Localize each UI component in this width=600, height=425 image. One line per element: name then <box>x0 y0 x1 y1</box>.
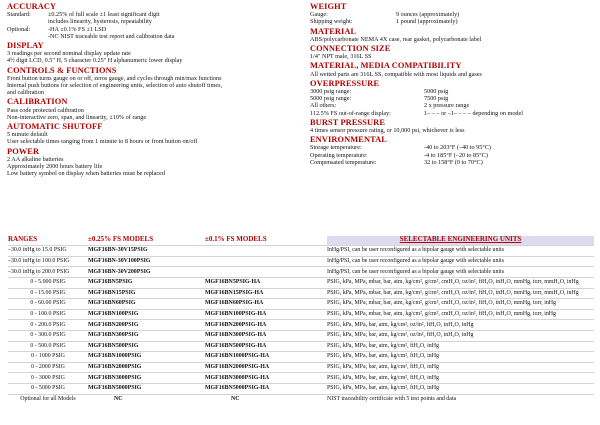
material-line-1: ABS/polycarbonate NEMA 4X case, rear gasket, polycarbonate label <box>310 35 482 43</box>
table-row <box>8 330 594 341</box>
shutoff-line-2: User selectable times ranging from 1 minute to 8 hours or front button on/off <box>7 138 198 146</box>
model-025-cell: MGF16BN-30V100PSIG <box>88 256 205 267</box>
model-01-cell: MGF16BN100PSIG-HA <box>205 309 327 320</box>
display-line-1: 3 readings per second nominal display update rate <box>7 50 131 58</box>
range-cell: 0 - 100.0 PSIG <box>8 309 88 320</box>
table-row <box>8 246 594 257</box>
range-cell: –30.0 inHg to 100.0 PSIG <box>8 256 88 267</box>
calibration-line-2: Non-interactive zero, span, and linearity, ±10% of range <box>7 113 147 121</box>
weight-section <box>310 2 595 26</box>
table-row <box>8 341 594 352</box>
range-cell: 0 - 5000 PSIG <box>8 383 88 394</box>
power-line-3: Low battery symbol on display when batteries must be replaced <box>7 170 165 178</box>
power-section <box>7 147 303 178</box>
overpressure-r1-value: 5000 psig <box>424 88 449 96</box>
model-01-cell <box>205 267 327 278</box>
range-cell: 0 - 5.000 PSIG <box>8 277 88 288</box>
table-row <box>8 309 594 320</box>
units-cell: PSIG, kPa, MPa, mbar, bar, atm, kg/cm², g/cm², cmH₂O, oz/in², ftH₂O, inH₂O, mmHg, torr, mmH₂O, inHg <box>327 288 594 299</box>
display-heading: DISPLAY <box>7 41 44 51</box>
range-cell: 0 - 15.00 PSIG <box>8 288 88 299</box>
header-engineering-units: SELECTABLE ENGINEERING UNITS <box>327 236 594 246</box>
range-cell: 0 - 300.0 PSIG <box>8 330 88 341</box>
overpressure-r3-label: All others: <box>310 102 337 110</box>
weight-gauge-label: Gauge: <box>310 11 328 19</box>
accuracy-optional-label: Optional: <box>7 25 31 33</box>
burst-section <box>310 118 595 134</box>
weight-gauge-value: 9 ounces (approximately) <box>396 11 460 19</box>
model-025-cell: MGF16BN100PSIG <box>88 309 205 320</box>
units-cell: PSIG, kPa, MPa, bar, atm, kg/cm², ftH₂O, inHg <box>327 341 594 352</box>
material-heading: MATERIAL <box>310 26 357 36</box>
model-025-cell: MGF16BN-30V15PSIG <box>88 246 205 257</box>
model-01-cell: MGF16BN200PSIG-HA <box>205 320 327 331</box>
weight-ship-label: Shipping weight: <box>310 18 353 26</box>
controls-line-2: Internal push buttons for selection of engineering units, selection of auto shutoff times, <box>7 82 223 90</box>
model-025-cell: MGF16BN500PSIG <box>88 341 205 352</box>
model-025-cell: MGF16BN15PSIG <box>88 288 205 299</box>
table-row <box>8 288 594 299</box>
controls-line-3: and calibration <box>7 89 44 97</box>
power-line-1: 2 AA alkaline batteries <box>7 155 64 163</box>
table-row <box>8 299 594 310</box>
table-row <box>8 267 594 278</box>
model-025-cell: MGF16BN3000PSIG <box>88 373 205 384</box>
header-025-models: ±0.25% FS MODELS <box>88 235 154 243</box>
calibration-heading: CALIBRATION <box>7 97 68 107</box>
header-01-models: ±0.1% FS MODELS <box>205 235 267 243</box>
connection-heading: CONNECTION SIZE <box>310 44 391 54</box>
model-025-cell: MGF16BN60PSIG <box>88 299 205 310</box>
table-row <box>8 320 594 331</box>
shutoff-line-1: 5 minute default <box>7 131 48 139</box>
range-cell: 0 - 2000 PSIG <box>8 362 88 373</box>
footer-units-cell: NIST traceability certificate with 5 test points and data <box>327 395 457 402</box>
units-cell: PSIG, kPa, MPa, bar, atm, kg/cm², ftH₂O, inHg <box>327 352 594 363</box>
model-025-cell: MGF16BN5000PSIG <box>88 383 205 394</box>
model-01-cell: MGF16BN5PSIG-HA <box>205 277 327 288</box>
range-cell: 0 - 3000 PSIG <box>8 373 88 384</box>
table-row <box>8 277 594 288</box>
controls-heading: CONTROLS & FUNCTIONS <box>7 65 117 75</box>
environmental-e1-value: -40 to 203°F (–40 to 95°C) <box>424 144 491 152</box>
model-01-cell: MGF16BN60PSIG-HA <box>205 299 327 310</box>
overpressure-r3-value: 2 x pressure range <box>424 102 470 110</box>
environmental-e2-value: -4 to 185°F (–20 to 85°C) <box>424 151 488 159</box>
compat-heading: MATERIAL, MEDIA COMPATIBILITY <box>310 61 462 71</box>
environmental-e2-label: Operating temperature: <box>310 151 368 159</box>
table-row <box>8 362 594 373</box>
model-025-cell: MGF16BN300PSIG <box>88 330 205 341</box>
controls-section <box>7 66 303 97</box>
model-01-cell: MGF16BN500PSIG-HA <box>205 341 327 352</box>
environmental-e1-label: Storage temperature: <box>310 144 362 152</box>
environmental-section <box>310 135 595 166</box>
table-row <box>8 373 594 384</box>
shutoff-section <box>7 122 303 146</box>
environmental-e3-label: Compensated temperature: <box>310 158 377 166</box>
overpressure-r2-label: 5000 psig range: <box>310 95 352 103</box>
environmental-heading: ENVIRONMENTAL <box>310 135 387 145</box>
model-01-cell: MGF16BN1000PSIG-HA <box>205 352 327 363</box>
units-cell: PSIG, kPa, MPa, mbar, bar, atm, kg/cm², g/cm², cmH₂O, oz/in², ftH₂O, inH₂O, mmHg, torr, mmH₂O, inHg <box>327 277 594 288</box>
footer-model-01-cell: NC <box>231 395 240 402</box>
table-row <box>8 256 594 267</box>
units-cell: PSIG, kPa, MPa, bar, atm, kg/cm², ftH₂O, inHg <box>327 373 594 384</box>
calibration-line-1: Pass code protected calibration <box>7 106 84 114</box>
accuracy-standard-label: Standard: <box>7 11 31 19</box>
right-spec-column <box>310 2 595 167</box>
table-body <box>8 246 594 404</box>
model-01-cell: MGF16BN15PSIG-HA <box>205 288 327 299</box>
range-cell: 0 - 500.0 PSIG <box>8 341 88 352</box>
model-01-cell <box>205 256 327 267</box>
calibration-section <box>7 97 303 121</box>
footer-model-025-cell: NC <box>114 395 123 402</box>
table-row <box>8 352 594 363</box>
environmental-e3-value: 32 to 158°F (0 to 70°C) <box>424 158 483 166</box>
range-cell: –30.0 inHg to 200.0 PSIG <box>8 267 88 278</box>
overpressure-section <box>310 79 595 117</box>
units-cell: PSIG, kPa, MPa, mbar, bar, atm, kg/cm², g/cm², cmH₂O, oz/in², ftH₂O, inH₂O, mmHg, torr, inHg <box>327 309 594 320</box>
units-cell: PSIG, kPa, MPa, bar, atm, kg/cm², oz/in², ftH₂O, inH₂O, inHg <box>327 320 594 331</box>
model-01-cell: MGF16BN3000PSIG-HA <box>205 373 327 384</box>
overpressure-r2-value: 7500 psig <box>424 95 449 103</box>
compat-line-1: All wetted parts are 316L SS, compatible with most liquids and gases <box>310 70 482 78</box>
accuracy-section <box>7 2 303 40</box>
model-01-cell: MGF16BN2000PSIG-HA <box>205 362 327 373</box>
accuracy-optional-text: -HA ±0.1% FS ±1 LSD <box>48 25 107 33</box>
accuracy-standard-text: ±0.25% of full scale ±1 least significant digit <box>48 11 160 19</box>
footer-range-cell: Optional for all Models <box>20 395 76 402</box>
model-025-cell: MGF16BN-30V200PSIG <box>88 267 205 278</box>
material-section <box>310 27 595 43</box>
range-cell: –30.0 inHg to 15.0 PSIG <box>8 246 88 257</box>
units-cell: PSIG, kPa, MPa, bar, atm, kg/cm², ftH₂O, inHg <box>327 383 594 394</box>
units-cell: InHg/PSI, can be user reconfigured as a bipolar gauge with selectable units <box>327 267 594 278</box>
shutoff-heading: AUTOMATIC SHUTOFF <box>7 122 103 132</box>
model-025-cell: MGF16BN1000PSIG <box>88 352 205 363</box>
burst-heading: BURST PRESSURE <box>310 117 386 127</box>
overpressure-heading: OVERPRESSURE <box>310 78 380 88</box>
power-heading: POWER <box>7 146 40 156</box>
overpressure-r4-label: 112.5% FS out-of-range display: <box>310 109 391 117</box>
connection-line-1: 1/4" NPT male, 316L SS <box>310 53 372 61</box>
compat-section <box>310 61 595 77</box>
model-01-cell: MGF16BN300PSIG-HA <box>205 330 327 341</box>
range-cell: 0 - 200.0 PSIG <box>8 320 88 331</box>
connection-section <box>310 44 595 60</box>
range-cell: 0 - 1000 PSIG <box>8 352 88 363</box>
power-line-2: Approximately 2000 hours battery life <box>7 163 103 171</box>
burst-line-1: 4 times sensor pressure rating, or 10,000 psi, whichever is less <box>310 127 465 135</box>
table-header-row <box>8 236 594 246</box>
weight-ship-value: 1 pound (approximately) <box>396 18 458 26</box>
units-cell: PSIG, kPa, MPa, bar, atm, kg/cm², oz/in², ftH₂O, inH₂O, inHg <box>327 330 594 341</box>
table-footer-row <box>8 394 594 404</box>
units-cell: InHg/PSI, can be user reconfigured as a bipolar gauge with selectable units <box>327 246 594 257</box>
overpressure-r4-value: 1– – – or –1– – – – depending on model <box>424 109 523 117</box>
accuracy-optional-text-2: -NC NIST traceable test report and calibration data <box>48 32 175 40</box>
units-cell: InHg/PSI, can be user reconfigured as a bipolar gauge with selectable units <box>327 256 594 267</box>
overpressure-r1-label: 3000 psig range: <box>310 88 352 96</box>
table-row <box>8 383 594 394</box>
controls-line-1: Front button turns gauge on or off, zeros gauge, and cycles through min/max functions <box>7 74 222 82</box>
units-cell: PSIG, kPa, MPa, mbar, bar, atm, kg/cm², g/cm², cmH₂O, oz/in², ftH₂O, inH₂O, mmHg, torr, inHg <box>327 299 594 310</box>
units-cell: PSIG, kPa, MPa, bar, atm, kg/cm², ftH₂O, inHg <box>327 362 594 373</box>
model-table <box>8 236 594 404</box>
model-025-cell: MGF16BN5PSIG <box>88 277 205 288</box>
model-01-cell <box>205 246 327 257</box>
accuracy-heading: ACCURACY <box>7 2 57 11</box>
header-ranges: RANGES <box>8 235 38 243</box>
model-025-cell: MGF16BN200PSIG <box>88 320 205 331</box>
display-line-2: 4½ digit LCD, 0.5" H, 5 character 0.25" H alphanumeric lower display <box>7 57 183 65</box>
model-01-cell: MGF16BN5000PSIG-HA <box>205 383 327 394</box>
weight-heading: WEIGHT <box>310 2 347 11</box>
range-cell: 0 - 60.00 PSIG <box>8 299 88 310</box>
left-spec-column <box>7 2 303 178</box>
model-025-cell: MGF16BN2000PSIG <box>88 362 205 373</box>
accuracy-standard-text-2: includes linearity, hysteresis, repeatability <box>48 18 152 26</box>
display-section <box>7 41 303 65</box>
